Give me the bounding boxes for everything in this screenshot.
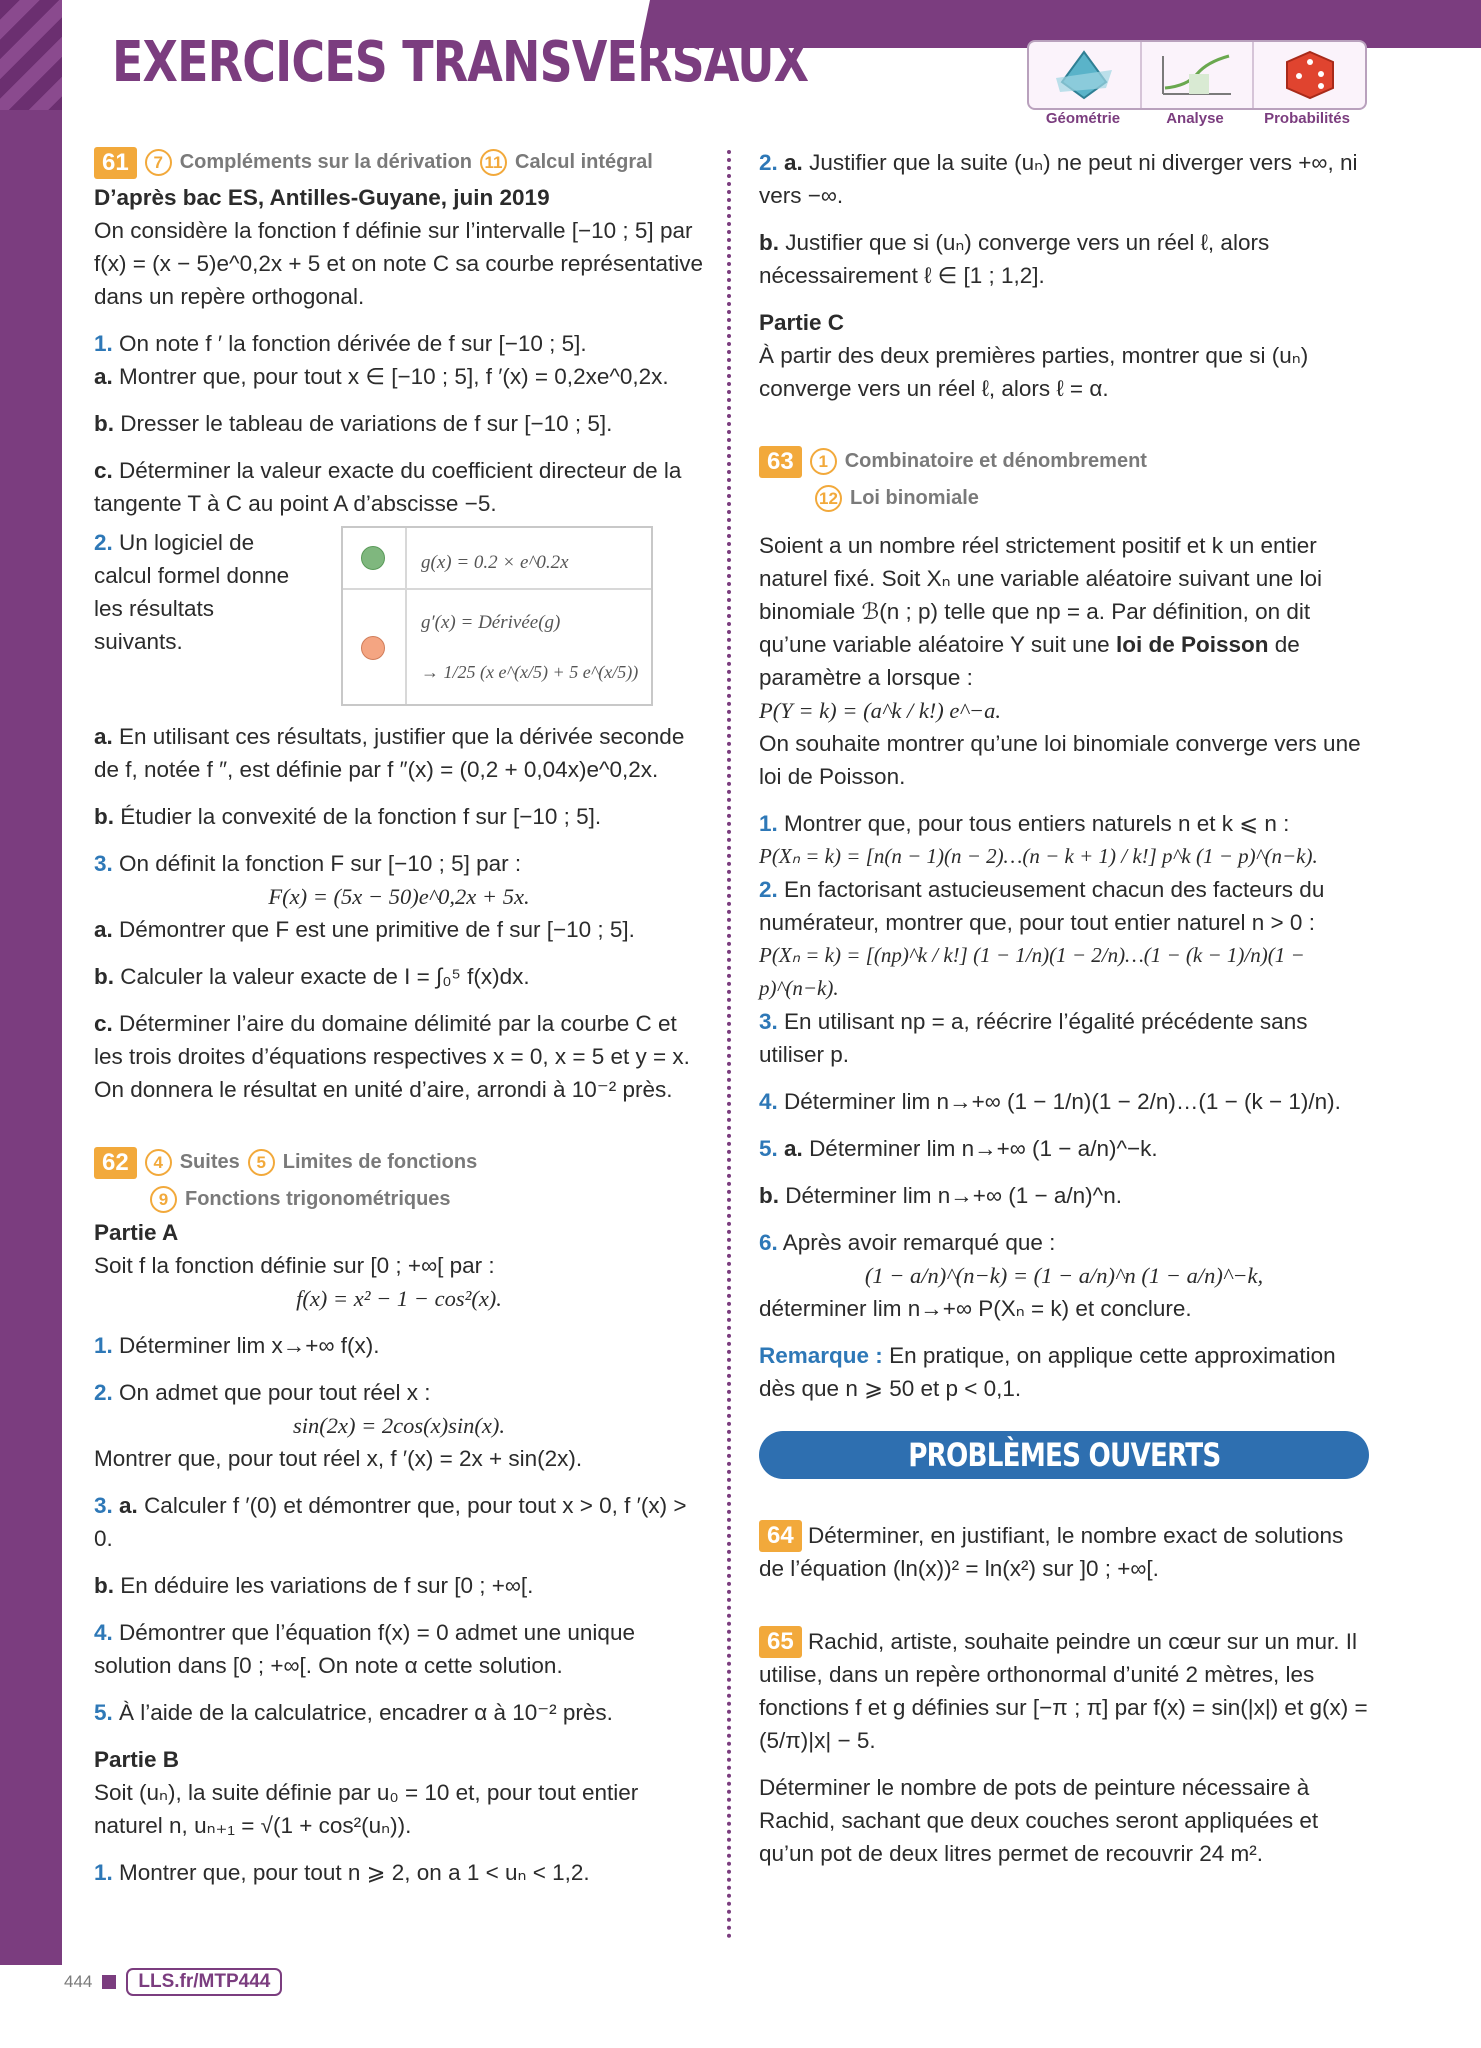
cas-line: g(x) = 0.2 × e^0.2x xyxy=(421,552,569,573)
question-number: 3. xyxy=(759,1009,778,1034)
subquestion-letter: b. xyxy=(94,1573,114,1598)
subquestion-letter: c. xyxy=(94,1011,113,1036)
question-number: 1. xyxy=(94,331,113,356)
subquestion-letter: a. xyxy=(94,724,113,749)
open-problems-banner xyxy=(759,1431,1369,1479)
right-column xyxy=(759,146,1369,1870)
question-text: Calculer f ′(0) et démontrer que, pour tout x > 0, f ′(x) > 0. xyxy=(94,1493,687,1551)
subquestion-letter: a. xyxy=(94,364,113,389)
question-text: Déterminer lim n→+∞ (1 − a/n)^n. xyxy=(785,1183,1122,1208)
question xyxy=(94,1376,704,1409)
exercise-63-header xyxy=(759,445,1369,515)
chapter-number: 12 xyxy=(815,485,842,512)
page-number: 444 xyxy=(64,1972,93,1991)
question-number: 1. xyxy=(94,1860,113,1885)
question xyxy=(94,1856,704,1889)
chapter-number: 4 xyxy=(145,1149,172,1176)
question-text: Déterminer le nombre de pots de peinture nécessaire à Rachid, sachant que deux couches seront appliquées et qu’un pot de deux litres permet de recouvrir 24 m². xyxy=(759,1775,1319,1866)
question-text: Après avoir remarqué que : xyxy=(782,1230,1056,1255)
question-number: 5. xyxy=(94,1700,113,1725)
exercise-intro xyxy=(759,529,1369,694)
exercise-64 xyxy=(759,1519,1369,1585)
subquestion-letter: c. xyxy=(94,458,113,483)
question-text: Calculer la valeur exacte de I = ∫₀⁵ f(x)dx. xyxy=(120,964,530,989)
chapter-label: Combinatoire et dénombrement xyxy=(844,450,1147,472)
question-number: 4. xyxy=(759,1089,778,1114)
question-text: Démontrer que F est une primitive de f sur [−10 ; 5]. xyxy=(119,917,635,942)
question-number: 3. xyxy=(94,1493,113,1518)
theme-geometry: Géométrie xyxy=(1045,110,1121,127)
question-text: Montrer que, pour tout réel x, f ′(x) = 2x + sin(2x). xyxy=(94,1446,583,1471)
question xyxy=(94,847,704,880)
question-text: Montrer que, pour tous entiers naturels n et k ⩽ n : xyxy=(784,811,1290,836)
formula: sin(2x) = 2cos(x)sin(x). xyxy=(293,1413,505,1438)
question-number: 2. xyxy=(759,877,778,902)
exercise-number: 62 xyxy=(94,1147,137,1179)
chapter-number: 7 xyxy=(145,149,172,176)
question-text: En utilisant np = a, réécrire l’égalité précédente sans utiliser p. xyxy=(759,1009,1308,1067)
chapter-number: 11 xyxy=(480,149,507,176)
subquestion-letter: b. xyxy=(94,804,114,829)
question xyxy=(759,226,1369,292)
question xyxy=(759,1179,1369,1212)
question-text: On définit la fonction F sur [−10 ; 5] par : xyxy=(119,851,522,876)
exercise-number: 61 xyxy=(94,147,137,179)
question-text: Dresser le tableau de variations de f sur [−10 ; 5]. xyxy=(120,411,613,436)
question xyxy=(94,526,309,706)
question-text: Déterminer lim n→+∞ (1 − a/n)^−k. xyxy=(809,1136,1158,1161)
question xyxy=(759,1085,1369,1118)
chapter-label: Loi binomiale xyxy=(850,487,979,509)
question-text: On admet que pour tout réel x : xyxy=(119,1380,431,1405)
page-title: EXERCICES TRANSVERSAUX xyxy=(112,30,809,95)
part-heading: Partie A xyxy=(94,1220,179,1245)
subquestion-letter: b. xyxy=(94,964,114,989)
formula: F(x) = (5x − 50)e^0,2x + 5x. xyxy=(268,884,530,909)
formula: P(Y = k) = (a^k / k!) e^−a. xyxy=(759,698,1001,723)
question-text: Justifier que la suite (uₙ) ne peut ni diverger vers +∞, ni vers −∞. xyxy=(759,150,1358,208)
subquestion-letter: a. xyxy=(784,150,803,175)
question-text: Montrer que, pour tout x ∈ [−10 ; 5], f ′(x) = 0,2xe^0,2x. xyxy=(119,364,669,389)
question xyxy=(94,1329,704,1362)
subquestion-letter: b. xyxy=(759,230,779,255)
theme-labels xyxy=(1027,110,1363,127)
exercise-intro: On considère la fonction f définie sur l’intervalle [−10 ; 5] par f(x) = (x − 5)e^0,2x + 5 et on note C sa courbe représentative dans un repère orthogonal. xyxy=(94,218,704,309)
formula: P(Xₙ = k) = [(np)^k / k!] (1 − 1/n)(1 − 2/n)…(1 − (k − 1)/n)(1 − p)^(n−k). xyxy=(759,943,1305,1000)
subquestion-letter: a. xyxy=(119,1493,138,1518)
formula: P(Xₙ = k) = [n(n − 1)(n − 2)…(n − k + 1) / k!] p^k (1 − p)^(n−k). xyxy=(759,844,1318,868)
analysis-icon xyxy=(1142,42,1255,108)
exercise-number: 64 xyxy=(759,1520,802,1552)
exercise-number: 63 xyxy=(759,446,802,478)
question-number: 2. xyxy=(94,530,113,555)
exercise-62-header xyxy=(94,1146,704,1216)
question xyxy=(94,1489,704,1555)
question-number: 4. xyxy=(94,1620,113,1645)
question-text: En factorisant astucieusement chacun des facteurs du numérateur, montrer que, pour tout entier naturel n > 0 : xyxy=(759,877,1325,935)
question-number: 2. xyxy=(759,150,778,175)
question xyxy=(94,454,704,520)
question-text: Déterminer lim x→+∞ f(x). xyxy=(119,1333,380,1358)
banner-text: PROBLÈMES OUVERTS xyxy=(907,1435,1221,1474)
theme-analysis: Analyse xyxy=(1166,110,1224,127)
question xyxy=(94,1007,704,1106)
chapter-label: Compléments sur la dérivation xyxy=(179,151,472,173)
question xyxy=(94,720,704,786)
exercise-source: D’après bac ES, Antilles-Guyane, juin 2019 xyxy=(94,185,550,210)
question-text: Déterminer, en justifiant, le nombre exact de solutions de l’équation (ln(x))² = ln(x²) sur ]0 ; +∞[. xyxy=(759,1523,1344,1581)
left-sidebar-band xyxy=(0,0,62,1965)
question xyxy=(759,1005,1369,1071)
chapter-label: Suites xyxy=(179,1151,240,1173)
chapter-number: 5 xyxy=(248,1149,275,1176)
intro-text: de paramètre a lorsque : xyxy=(759,632,1300,690)
question xyxy=(94,1569,704,1602)
question-text: Déterminer l’aire du domaine délimité par la courbe C et les trois droites d’équations respectives x = 0, x = 5 et y = x. On donnera le résultat en unité d’aire, arrondi à 10⁻² près. xyxy=(94,1011,690,1102)
exercise-intro: Soit (uₙ), la suite définie par u₀ = 10 et, pour tout entier naturel n, uₙ₊₁ = √(1 + cos²(uₙ)). xyxy=(94,1780,639,1838)
question-text: Un logiciel de calcul formel donne les résultats suivants. xyxy=(94,530,290,654)
question-text: Démontrer que l’équation f(x) = 0 admet une unique solution dans [0 ; +∞[. On note α cette solution. xyxy=(94,1620,635,1678)
question-number: 1. xyxy=(759,811,778,836)
chapter-number: 9 xyxy=(150,1186,177,1213)
chapter-label: Fonctions trigonométriques xyxy=(185,1188,451,1210)
question-number: 3. xyxy=(94,851,113,876)
question xyxy=(94,800,704,833)
dice-icon xyxy=(1254,42,1365,108)
subquestion-letter: b. xyxy=(94,411,114,436)
subquestion-letter: a. xyxy=(784,1136,803,1161)
question-text: En utilisant ces résultats, justifier que la dérivée seconde de f, notée f ″, est définie par f ″(x) = (0,2 + 0,04x)e^0,2x. xyxy=(94,724,685,782)
left-column xyxy=(94,146,704,1889)
chapter-label: Limites de fonctions xyxy=(282,1151,478,1173)
question-text: On note f ′ la fonction dérivée de f sur [−10 ; 5]. xyxy=(119,331,587,356)
subquestion-letter: a. xyxy=(94,917,113,942)
question xyxy=(94,327,704,360)
intro-text: Soient a un nombre réel strictement positif et k un entier naturel fixé. Soit Xₙ une variable aléatoire suivant une loi binomiale ℬ(n ; p) telle que np = a. Par définition, on dit qu’une variable aléatoire Y suit une xyxy=(759,533,1323,657)
cas-separator xyxy=(405,528,407,704)
remark xyxy=(759,1339,1369,1405)
cas-line: → 1/25 (x e^(x/5) + 5 e^(x/5)) xyxy=(421,662,639,682)
cas-output-panel xyxy=(341,526,653,706)
question xyxy=(94,1696,704,1729)
footer-square-icon xyxy=(102,1975,116,1989)
resource-link[interactable]: LLS.fr/MTP444 xyxy=(126,1968,282,1996)
question-text: Rachid, artiste, souhaite peindre un cœur sur un mur. Il utilise, dans un repère orthonormal d’unité 2 mètres, les fonctions f et g définies sur [−π ; π] par f(x) = sin(|x|) et g(x) = (5/π)|x| − 5. xyxy=(759,1629,1368,1753)
exercise-intro: Soit f la fonction définie sur [0 ; +∞[ par : xyxy=(94,1253,495,1278)
remark-label: Remarque : xyxy=(759,1343,883,1368)
question xyxy=(94,407,704,440)
part-heading: Partie B xyxy=(94,1747,180,1772)
column-divider xyxy=(727,150,731,1940)
part-heading: Partie C xyxy=(759,310,845,335)
sidebar-pattern xyxy=(0,0,62,110)
geometry-icon xyxy=(1029,42,1142,108)
question-number: 5. xyxy=(759,1136,778,1161)
question xyxy=(759,1132,1369,1165)
question-text: Étudier la convexité de la fonction f sur [−10 ; 5]. xyxy=(120,804,602,829)
cas-block xyxy=(94,526,704,706)
question-text: À partir des deux premières parties, montrer que si (uₙ) converge vers un réel ℓ, alors ℓ = α. xyxy=(759,343,1309,401)
question xyxy=(94,1616,704,1682)
question-text: Justifier que si (uₙ) converge vers un réel ℓ, alors nécessairement ℓ ∈ [1 ; 1,2]. xyxy=(759,230,1270,288)
chapter-number: 1 xyxy=(810,448,837,475)
formula: f(x) = x² − 1 − cos²(x). xyxy=(296,1286,502,1311)
question xyxy=(759,807,1369,840)
definition-term: loi de Poisson xyxy=(1115,632,1269,657)
question-number: 2. xyxy=(94,1380,113,1405)
question xyxy=(759,146,1369,212)
exercise-number: 65 xyxy=(759,1626,802,1658)
chapter-label: Calcul intégral xyxy=(515,151,653,173)
question-number: 1. xyxy=(94,1333,113,1358)
cas-line: g′(x) = Dérivée(g) xyxy=(421,612,561,633)
exercise-65 xyxy=(759,1625,1369,1757)
question-text: Montrer que, pour tout n ⩾ 2, on a 1 < uₙ < 1,2. xyxy=(119,1860,590,1885)
page-footer xyxy=(64,1968,282,1996)
question-text: Déterminer la valeur exacte du coefficient directeur de la tangente T à C au point A d’abscisse −5. xyxy=(94,458,682,516)
question xyxy=(94,360,704,393)
question xyxy=(759,1226,1369,1259)
subquestion-letter: b. xyxy=(759,1183,779,1208)
exercise-61-header xyxy=(94,146,704,179)
exercise-goal: On souhaite montrer qu’une loi binomiale converge vers une loi de Poisson. xyxy=(759,731,1361,789)
formula: (1 − a/n)^(n−k) = (1 − a/n)^n (1 − a/n)^−k, xyxy=(864,1263,1264,1288)
question-number: 6. xyxy=(759,1230,778,1255)
question-text: déterminer lim n→+∞ P(Xₙ = k) et conclure. xyxy=(759,1296,1192,1321)
cas-status-dot xyxy=(361,636,385,660)
question-text: Déterminer lim n→+∞ (1 − 1/n)(1 − 2/n)…(1 − (k − 1)/n). xyxy=(784,1089,1341,1114)
cas-status-dot xyxy=(361,546,385,570)
remark-text: En pratique, on applique cette approximation dès que n ⩾ 50 et p < 0,1. xyxy=(759,1343,1336,1401)
theme-icons xyxy=(1027,40,1367,110)
question xyxy=(94,960,704,993)
question-text: À l’aide de la calculatrice, encadrer α à 10⁻² près. xyxy=(119,1700,613,1725)
question xyxy=(759,873,1369,939)
question-text: En déduire les variations de f sur [0 ; +∞[. xyxy=(120,1573,534,1598)
theme-probability: Probabilités xyxy=(1264,110,1350,127)
question xyxy=(94,913,704,946)
